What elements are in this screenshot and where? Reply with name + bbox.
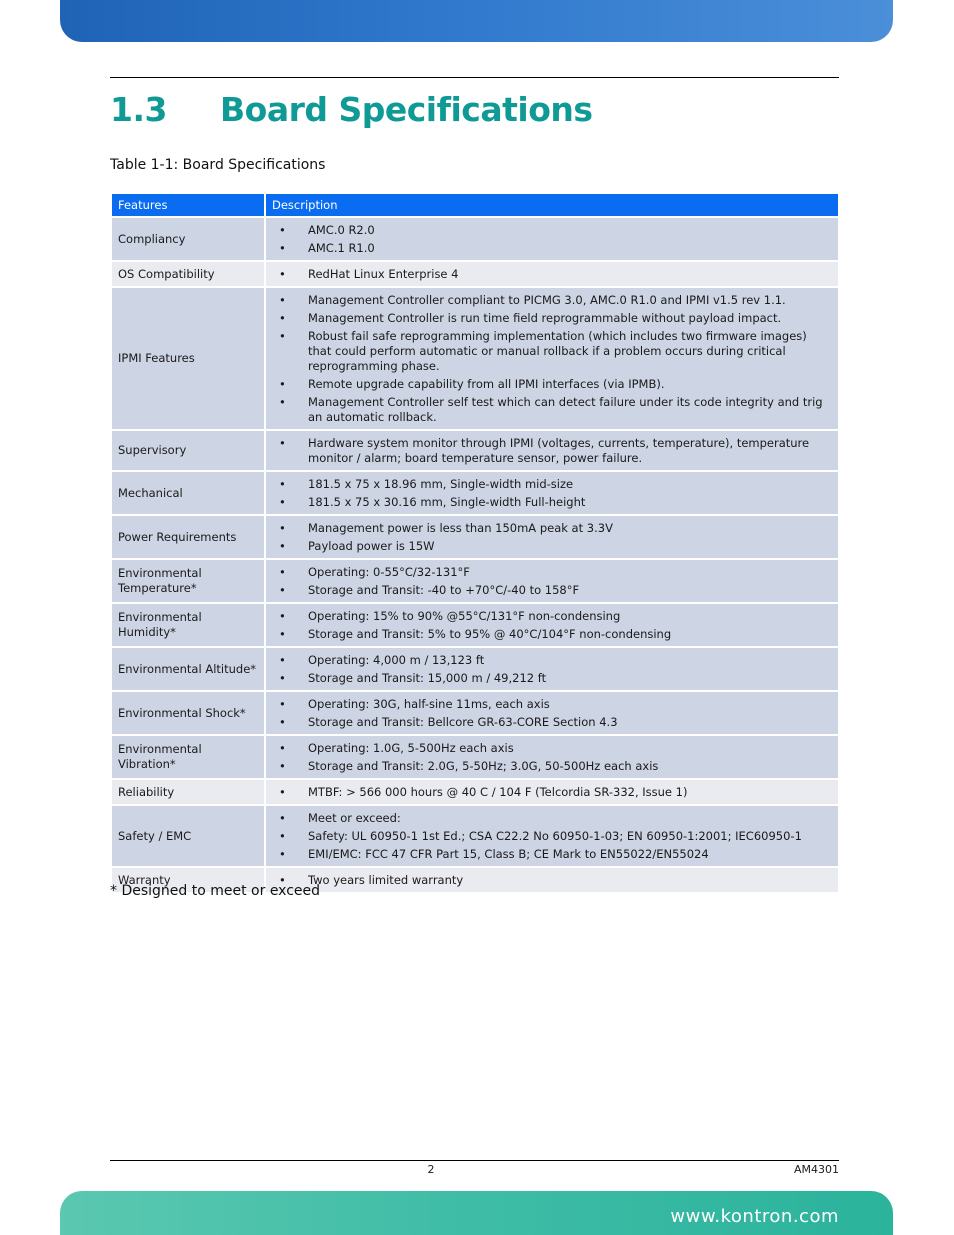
specifications-table — [110, 192, 840, 894]
feature-cell: Safety / EMC — [112, 806, 264, 866]
description-list — [272, 565, 832, 598]
table-row — [112, 288, 838, 429]
list-item: • Storage and Transit: 15,000 m / 49,212 ft — [272, 671, 832, 686]
list-item: • Management Controller compliant to PICMG 3.0, AMC.0 R1.0 and IPMI v1.5 rev 1.1. — [272, 293, 832, 308]
list-item: • MTBF: > 566 000 hours @ 40 C / 104 F (Telcordia SR-332, Issue 1) — [272, 785, 832, 800]
list-item: • Operating: 4,000 m / 13,123 ft — [272, 653, 832, 668]
description-list — [272, 436, 832, 466]
feature-cell: Power Requirements — [112, 516, 264, 558]
description-list — [272, 873, 832, 888]
feature-cell: Environmental Temperature* — [112, 560, 264, 602]
list-item: • 181.5 x 75 x 18.96 mm, Single-width mid-size — [272, 477, 832, 492]
feature-cell: Environmental Altitude* — [112, 648, 264, 690]
page-number: 2 — [427, 1163, 435, 1176]
footnote: * Designed to meet or exceed — [110, 883, 321, 899]
description-cell — [266, 648, 838, 690]
website-link[interactable]: www.kontron.com — [670, 1206, 839, 1227]
description-cell — [266, 218, 838, 260]
list-item: • Management power is less than 150mA peak at 3.3V — [272, 521, 832, 536]
feature-cell: Supervisory — [112, 431, 264, 470]
section-title: Board Specifications — [220, 90, 593, 129]
description-cell — [266, 560, 838, 602]
description-cell — [266, 288, 838, 429]
list-item: • Operating: 30G, half-sine 11ms, each axis — [272, 697, 832, 712]
list-item: • Robust fail safe reprogramming implementation (which includes two firmware images) that could perform automatic or manual rollback if a problem occurs during critical reprogramming phase. — [272, 329, 832, 374]
list-item: • AMC.0 R2.0 — [272, 223, 832, 238]
feature-cell: Warranty — [112, 868, 264, 892]
table-row — [112, 604, 838, 646]
list-item: • Management Controller is run time field reprogrammable without payload impact. — [272, 311, 832, 326]
description-list — [272, 477, 832, 510]
table-row — [112, 736, 838, 778]
table-row — [112, 218, 838, 260]
list-item: • Remote upgrade capability from all IPMI interfaces (via IPMB). — [272, 377, 832, 392]
list-item: • Operating: 1.0G, 5-500Hz each axis — [272, 741, 832, 756]
table-row — [112, 780, 838, 804]
list-item: • EMI/EMC: FCC 47 CFR Part 15, Class B; CE Mark to EN55022/EN55024 — [272, 847, 832, 862]
list-item: • Storage and Transit: -40 to +70°C/-40 to 158°F — [272, 583, 832, 598]
table-row — [112, 472, 838, 514]
description-list — [272, 785, 832, 800]
feature-cell: IPMI Features — [112, 288, 264, 429]
feature-cell: Reliability — [112, 780, 264, 804]
description-list — [272, 267, 832, 282]
list-item: • Two years limited warranty — [272, 873, 832, 888]
feature-cell: Environmental Vibration* — [112, 736, 264, 778]
table-row — [112, 262, 838, 286]
table-header-row — [112, 194, 838, 216]
description-list — [272, 223, 832, 256]
table-row — [112, 560, 838, 602]
description-cell — [266, 472, 838, 514]
description-list — [272, 293, 832, 425]
list-item: • Operating: 0-55°C/32-131°F — [272, 565, 832, 580]
list-item: • RedHat Linux Enterprise 4 — [272, 267, 832, 282]
document-id: AM4301 — [793, 1163, 839, 1176]
description-list — [272, 811, 832, 862]
table-body — [112, 218, 838, 892]
description-list — [272, 741, 832, 774]
description-cell — [266, 806, 838, 866]
description-cell — [266, 692, 838, 734]
description-cell — [266, 868, 838, 892]
top-divider — [110, 77, 839, 78]
list-item: • Storage and Transit: 2.0G, 5-50Hz; 3.0G, 50-500Hz each axis — [272, 759, 832, 774]
description-cell — [266, 780, 838, 804]
list-item: • Management Controller self test which can detect failure under its code integrity and trig an automatic rollback. — [272, 395, 832, 425]
table-caption: Table 1-1: Board Specifications — [110, 157, 326, 173]
feature-cell: Mechanical — [112, 472, 264, 514]
table-row — [112, 806, 838, 866]
description-cell — [266, 431, 838, 470]
bottom-divider — [110, 1160, 839, 1161]
bottom-banner — [60, 1191, 893, 1235]
list-item: • Storage and Transit: 5% to 95% @ 40°C/104°F non-condensing — [272, 627, 832, 642]
list-item: • Safety: UL 60950-1 1st Ed.; CSA C22.2 No 60950-1-03; EN 60950-1:2001; IEC60950-1 — [272, 829, 832, 844]
section-heading — [110, 90, 839, 134]
list-item: • Meet or exceed: — [272, 811, 832, 826]
table-row — [112, 648, 838, 690]
table-row — [112, 431, 838, 470]
list-item: • 181.5 x 75 x 30.16 mm, Single-width Full-height — [272, 495, 832, 510]
feature-cell: Environmental Humidity* — [112, 604, 264, 646]
description-cell — [266, 604, 838, 646]
list-item: • Storage and Transit: Bellcore GR-63-CORE Section 4.3 — [272, 715, 832, 730]
description-cell — [266, 516, 838, 558]
description-list — [272, 697, 832, 730]
section-number: 1.3 — [110, 90, 167, 129]
list-item: • Payload power is 15W — [272, 539, 832, 554]
list-item: • AMC.1 R1.0 — [272, 241, 832, 256]
list-item: • Hardware system monitor through IPMI (voltages, currents, temperature), temperature monitor / alarm; board temperature sensor, power failure. — [272, 436, 832, 466]
feature-cell: Compliancy — [112, 218, 264, 260]
description-list — [272, 521, 832, 554]
column-header-description: Description — [266, 194, 838, 216]
feature-cell: Environmental Shock* — [112, 692, 264, 734]
description-cell — [266, 736, 838, 778]
top-banner — [60, 0, 893, 42]
description-list — [272, 609, 832, 642]
column-header-features: Features — [112, 194, 264, 216]
list-item: • Operating: 15% to 90% @55°C/131°F non-condensing — [272, 609, 832, 624]
feature-cell: OS Compatibility — [112, 262, 264, 286]
table-row — [112, 692, 838, 734]
description-cell — [266, 262, 838, 286]
description-list — [272, 653, 832, 686]
table-row — [112, 516, 838, 558]
